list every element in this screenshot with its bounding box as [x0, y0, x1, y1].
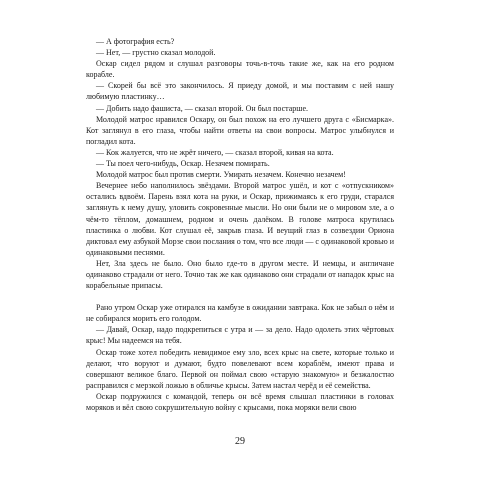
paragraph: — Ты поел чего-нибудь, Оскар. Незачем помирать.: [96, 159, 270, 169]
paragraph: Оскар тоже хотел победить невидимое ему зло, всех крыс на свете, которые только и делают, что воруют и думают, будто повелевают всем кораблём, имеют права и совершают великое благо. Первой он поймал свою «старую знакомую» и безжалостно расправился с мерзкой ложью в обличье крысы. Затем настал черёд и её семейства.: [86, 347, 394, 390]
paragraph: — Кок жалуется, что не жрёт ничего, — сказал второй, кивая на кота.: [96, 147, 334, 157]
text-block-2: [86, 302, 394, 413]
page-number: 29: [235, 436, 245, 447]
paragraph: — Скорей бы всё это закончилось. Я приеду домой, и мы поставим с ней нашу любимую пластинку…: [86, 81, 394, 102]
section-break: [86, 291, 394, 302]
paragraph: Оскар сидел рядом и слушал разговоры точь-в-точь такие же, как на его родном корабле.: [86, 59, 394, 80]
paragraph: — А фотография есть?: [96, 37, 175, 46]
text-block-1: [86, 36, 394, 291]
paragraph: Молодой матрос был против смерти. Умирать незачем. Конечно незачем!: [96, 170, 346, 180]
paragraph: Молодой матрос нравился Оскару, он был похож на его лучшего друга с «Бисмарка». Кот заглянул в его глаза, чтобы найти ответы на свои вопросы. Матрос улыбнулся и погладил кота.: [86, 114, 394, 146]
paragraph: Вечернее небо наполнилось звёздами. Второй матрос ушёл, и кот с «отпускником» остались вдвоём. Парень взял кота на руки, и Оскар, прижимаясь к его груди, старался заглянуть к нему душу, уловить сокровенные мысли. Но они были не о мировом зле, а о чём-то тёплом, домашнем, родном и очень далёком. В голове матроса крутилась пластинка о любви. Кот слушал её, закрыв глаза. И веущий глаз в созвездии Ориона диктовал ему азбукой Морзе свои послания о том, что все люди — с одинаковой кровью и одинаковыми песнями.: [86, 181, 394, 257]
paragraph: — Добить надо фашиста, — сказал второй. Он был постарше.: [96, 103, 308, 113]
paragraph: — Давай, Оскар, надо подкрепиться с утра и — за дело. Надо одолеть этих чёртовых крыс! Мы надеемся на тебя.: [86, 325, 394, 346]
paragraph: Оскар подружился с командой, теперь он всё время слышал пластинки в головах моряков и вёл свою сокрушительную войну с крысами, пока моряки вели свою: [86, 391, 394, 412]
paragraph: Нет, Зла здесь не было. Оно было где-то в другом месте. И немцы, и англичане одинаково страдали от него. Точно так же как одинаково они страдали от нападок крыс на корабельные припасы.: [86, 258, 394, 291]
paragraph: — Нет, — грустно сказал молодой.: [96, 48, 216, 58]
paragraph: Рано утром Оскар уже отирался на камбузе в ожидании завтрака. Кок не забыл о нём и не собирался морить его голодом.: [86, 303, 394, 324]
